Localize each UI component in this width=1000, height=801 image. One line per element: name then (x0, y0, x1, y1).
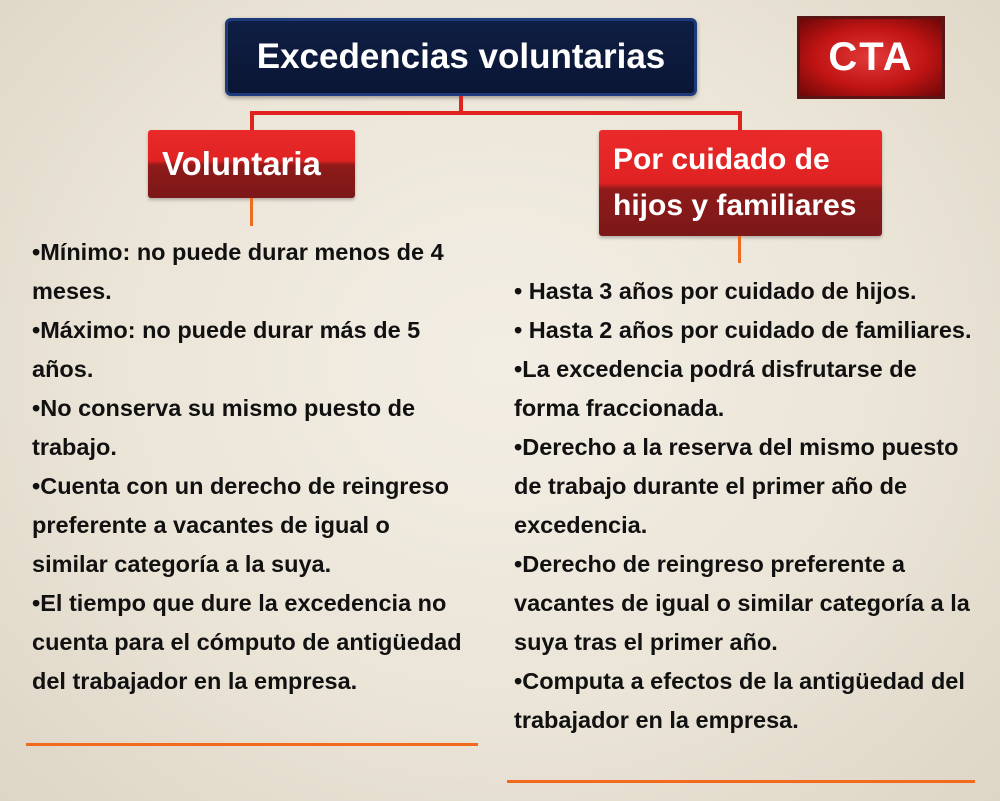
left-underline (26, 743, 478, 746)
right-underline (507, 780, 975, 783)
category-cuidado-label-line2: hijos y familiares (613, 189, 857, 222)
right-stem (738, 236, 741, 263)
list-item: •Computa a efectos de la antigüedad del trabajador en la empresa. (514, 668, 965, 733)
list-item: •No conserva su mismo puesto de trabajo. (32, 395, 416, 460)
list-item: •Máximo: no puede durar más de 5 años. (32, 317, 421, 382)
list-item: •Derecho de reingreso preferente a vacantes de igual o similar categoría a la suya tras el primer año. (514, 551, 970, 655)
voluntaria-list (32, 233, 472, 701)
cuidado-list (514, 272, 974, 740)
list-item: •Cuenta con un derecho de reingreso preferente a vacantes de igual o similar categoría a la suya. (32, 473, 449, 577)
category-voluntaria (148, 130, 355, 198)
list-item: •Derecho a la reserva del mismo puesto de trabajo durante el primer año de excedencia. (514, 434, 959, 538)
connector-right-drop (738, 111, 742, 131)
left-stem (250, 198, 253, 226)
diagram-title (225, 18, 697, 96)
connector-horizontal (250, 111, 742, 115)
list-item: •Mínimo: no puede durar menos de 4 meses. (32, 239, 444, 304)
cta-logo-text: CTA (828, 35, 914, 79)
list-item: • Hasta 2 años por cuidado de familiares. (514, 317, 972, 343)
connector-left-drop (250, 111, 254, 131)
list-item: •El tiempo que dure la excedencia no cuenta para el cómputo de antigüedad del trabajador en la empresa. (32, 590, 462, 694)
list-item: • Hasta 3 años por cuidado de hijos. (514, 278, 917, 304)
category-voluntaria-label: Voluntaria (162, 145, 321, 182)
cta-logo (797, 16, 945, 99)
category-cuidado-label-line1: Por cuidado de (613, 143, 830, 176)
list-item: •La excedencia podrá disfrutarse de forma fraccionada. (514, 356, 917, 421)
category-cuidado (599, 130, 882, 236)
diagram-title-text: Excedencias voluntarias (256, 37, 666, 76)
